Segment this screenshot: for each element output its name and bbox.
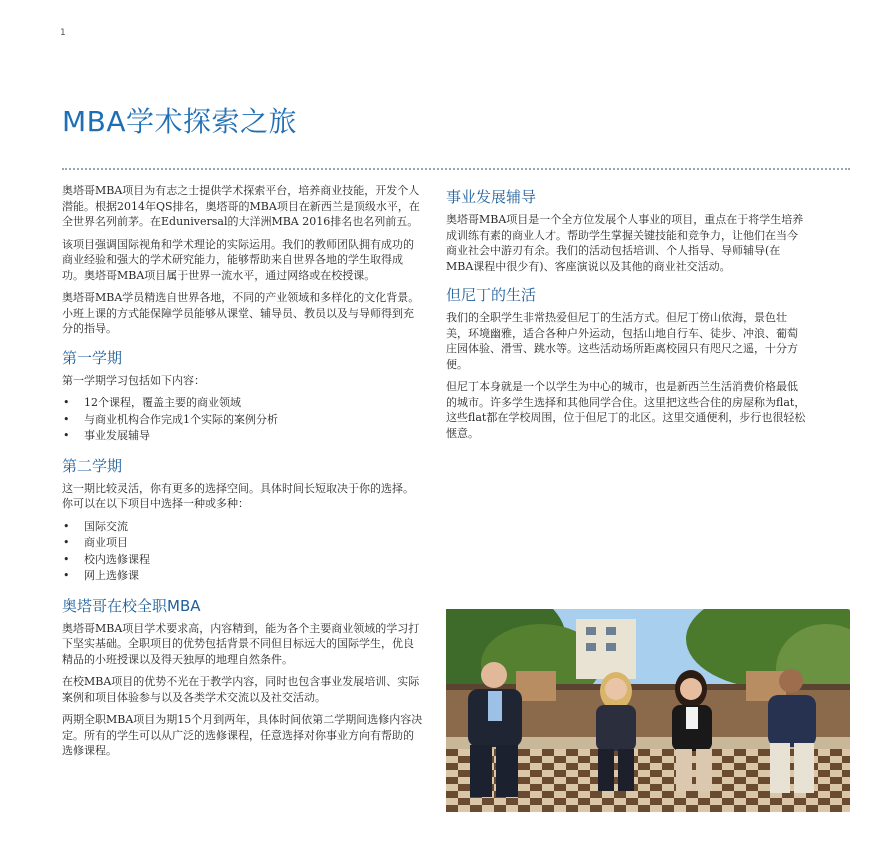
fulltime-paragraph: 在校MBA项目的优势不光在于教学内容，同时也包含事业发展培训、实际案例和项目体验参与以及各类学术交流以及社交活动。 <box>62 675 420 704</box>
intro-paragraph: 奥塔哥MBA学员精选自世界各地，不同的产业领域和多样化的文化背景。小班上课的方式能保障学员能够从课堂、辅导员、教员以及与导师得到充分的指导。 <box>62 291 420 335</box>
dunedin-heading: 但尼丁的生活 <box>446 286 537 304</box>
dunedin-paragraph: 我们的全职学生非常热爱但尼丁的生活方式。但尼丁傍山依海，景色壮美，环境幽雅，适合各种户外运动，包括山地自行车、徒步、冲浪、葡萄庄园体验、滑雪、跳水等。这些活动场所距离校园只有咫尺之遥，十分方便。 <box>446 311 798 371</box>
page-number: 1 <box>60 28 66 38</box>
list-item: • 商业项目 <box>62 535 424 552</box>
semester2-text: 这一期比较灵活，你有更多的选择空间。具体时间长短取决于你的选择。你可以在以下项目中选择一种或多种： <box>62 481 414 510</box>
career-heading: 事业发展辅导 <box>446 188 537 206</box>
list-item: • 事业发展辅导 <box>62 428 424 445</box>
list-item: • 网上选修课 <box>62 568 424 585</box>
fulltime-paragraph: 奥塔哥MBA项目学术要求高，内容精到，能为各个主要商业领域的学习打下坚实基础。全职项目的优势包括背景不同但目标远大的国际学生，优良精品的小班授课以及得天独厚的地理自然条件。 <box>62 621 420 666</box>
career-paragraph: 奥塔哥MBA项目是一个全方位发展个人事业的项目，重点在于将学生培养成训练有素的商业人才。帮助学生掌握关键技能和竞争力，让他们在当今商业社会中游刃有余。我们的活动包括培训、个人指导、导师辅导(在MBA课程中很少有)、客座演说以及其他的商业社交活动。 <box>446 213 804 273</box>
dunedin-paragraph: 但尼丁本身就是一个以学生为中心的城市，也是新西兰生活消费价格最低的城市。许多学生选择和其他同学合住。这里把这些合住的房屋称为flat，这些flat都在学校周围，位于但尼丁的北区。这里交通便利，步行也很轻松惬意。 <box>446 380 806 440</box>
dotted-divider <box>62 168 850 170</box>
semester1-text: 第一学期学习包括如下内容： <box>62 373 205 387</box>
left-column <box>62 183 424 766</box>
students-photo <box>446 609 850 812</box>
fulltime-paragraph: 两期全职MBA项目为期15个月到两年，具体时间依第二学期间选修内容决定。所有的学生可以从广泛的选修课程，任意选择对你事业方向有帮助的选修课程。 <box>62 713 423 757</box>
semester1-heading: 第一学期 <box>62 348 123 367</box>
right-column <box>446 186 806 448</box>
fulltime-heading: 奥塔哥在校全职MBA <box>62 596 201 615</box>
semester2-heading: 第二学期 <box>62 456 123 475</box>
semester1-list <box>62 395 424 445</box>
list-item: • 12个课程，覆盖主要的商业领域 <box>62 395 424 412</box>
semester2-list <box>62 519 424 585</box>
intro-paragraph: 该项目强调国际视角和学术理论的实际运用。我们的教师团队拥有成功的商业经验和强大的学术研究能力，能够帮助来自世界各地的学生取得成功。奥塔哥MBA项目属于世界一流水平，通过网络或在校授课。 <box>62 237 414 282</box>
intro-paragraph: 奥塔哥MBA项目为有志之士提供学术探索平台，培养商业技能，开发个人潜能。根据2014年QS排名，奥塔哥的MBA项目在新西兰是顶级水平，在全世界名列前茅。在Eduniversal的大洋洲MBA 2016排名也名列前五。 <box>62 184 420 228</box>
page-title: MBA学术探索之旅 <box>62 105 298 138</box>
list-item: • 与商业机构合作完成1个实际的案例分析 <box>62 412 424 429</box>
list-item: • 国际交流 <box>62 519 424 536</box>
list-item: • 校内选修课程 <box>62 552 424 569</box>
